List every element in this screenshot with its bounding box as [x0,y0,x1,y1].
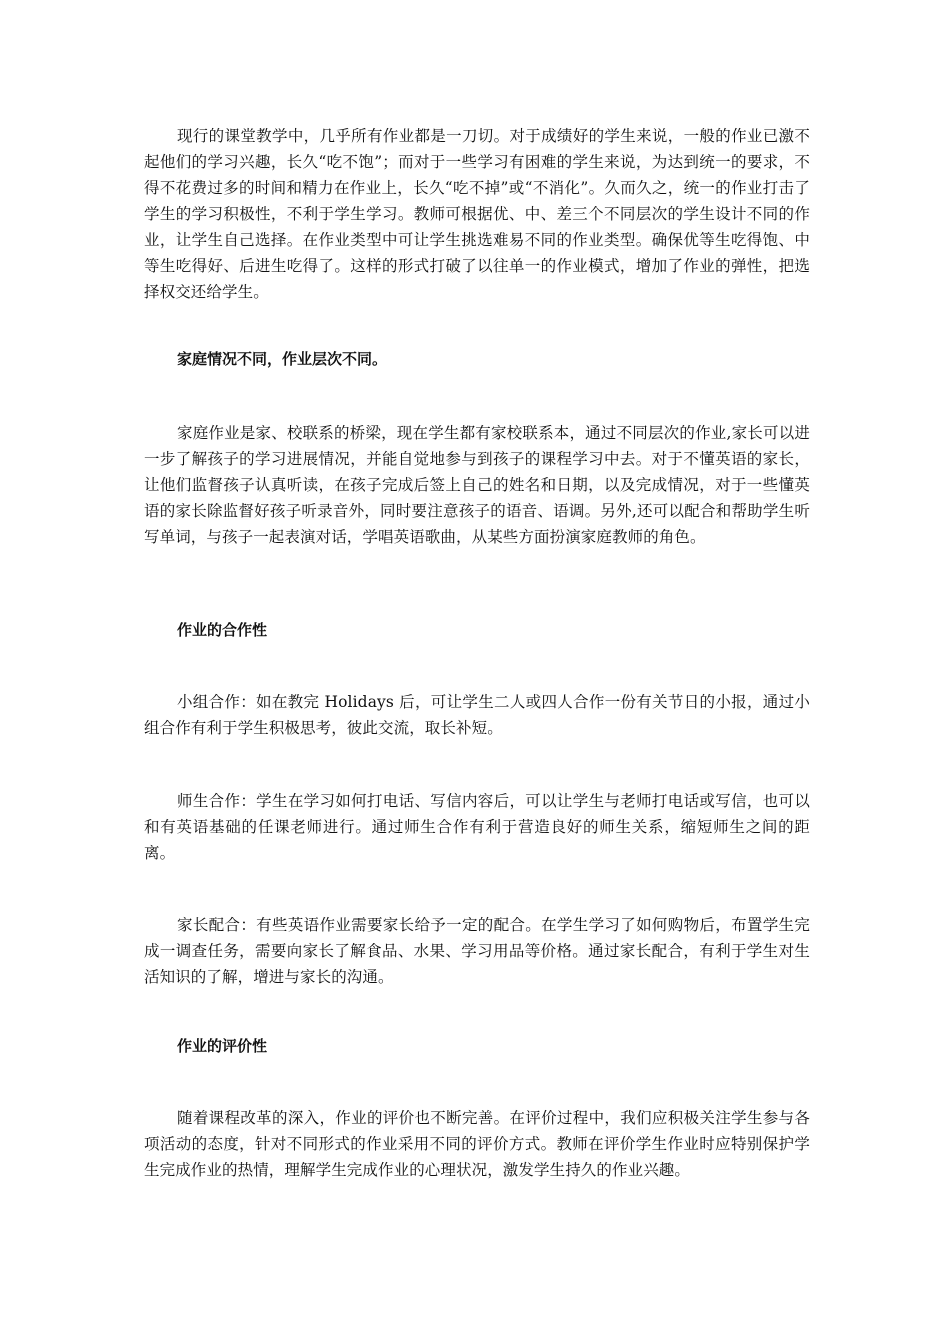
heading-family-situation: 家庭情况不同，作业层次不同。 [177,350,388,368]
heading-cooperation: 作业的合作性 [177,621,268,639]
paragraph-group-cooperation: 小组合作：如在教完 Holidays 后，可让学生二人或四人合作一份有关节日的小报，通过小组合作有利于学生积极思考，彼此交流，取长补短。 [144,693,810,737]
heading-evaluation: 作业的评价性 [177,1037,268,1055]
paragraph-family-homework: 家庭作业是家、校联系的桥梁，现在学生都有家校联系本，通过不同层次的作业,家长可以进一步了解孩子的学习进展情况，并能自觉地参与到孩子的课程学习中去。对于不懂英语的家长，让他们监督孩子认真听读，在孩子完成后签上自己的姓名和日期，以及完成情况，对于一些懂英语的家长除监督好孩子听录音外，同时要注意孩子的语音、语调。另外,还可以配合和帮助学生听写单词，与孩子一起表演对话，学唱英语歌曲，从某些方面扮演家庭教师的角色。 [144,424,810,546]
paragraph-teacher-student-cooperation: 师生合作：学生在学习如何打电话、写信内容后，可以让学生与老师打电话或写信，也可以和有英语基础的任课老师进行。通过师生合作有利于营造良好的师生关系，缩短师生之间的距离。 [144,792,810,862]
paragraph-parent-cooperation: 家长配合：有些英语作业需要家长给予一定的配合。在学生学习了如何购物后，布置学生完成一调查任务，需要向家长了解食品、水果、学习用品等价格。通过家长配合，有利于学生对生活知识的了解，增进与家长的沟通。 [144,916,810,986]
paragraph-evaluation: 随着课程改革的深入，作业的评价也不断完善。在评价过程中，我们应积极关注学生参与各项活动的态度，针对不同形式的作业采用不同的评价方式。教师在评价学生作业时应特别保护学生完成作业的热情，理解学生完成作业的心理状况，激发学生持久的作业兴趣。 [144,1109,810,1179]
paragraph-tiered-homework: 现行的课堂教学中，几乎所有作业都是一刀切。对于成绩好的学生来说，一般的作业已激不起他们的学习兴趣，长久“吃不饱”；而对于一些学习有困难的学生来说，为达到统一的要求，不得不花费过多的时间和精力在作业上，长久“吃不掉”或“不消化”。久而久之，统一的作业打击了学生的学习积极性，不利于学生学习。教师可根据优、中、差三个不同层次的学生设计不同的作业，让学生自己选择。在作业类型中可让学生挑选难易不同的作业类型。确保优等生吃得饱、中等生吃得好、后进生吃得了。这样的形式打破了以往单一的作业模式，增加了作业的弹性，把选择权交还给学生。 [144,127,810,301]
